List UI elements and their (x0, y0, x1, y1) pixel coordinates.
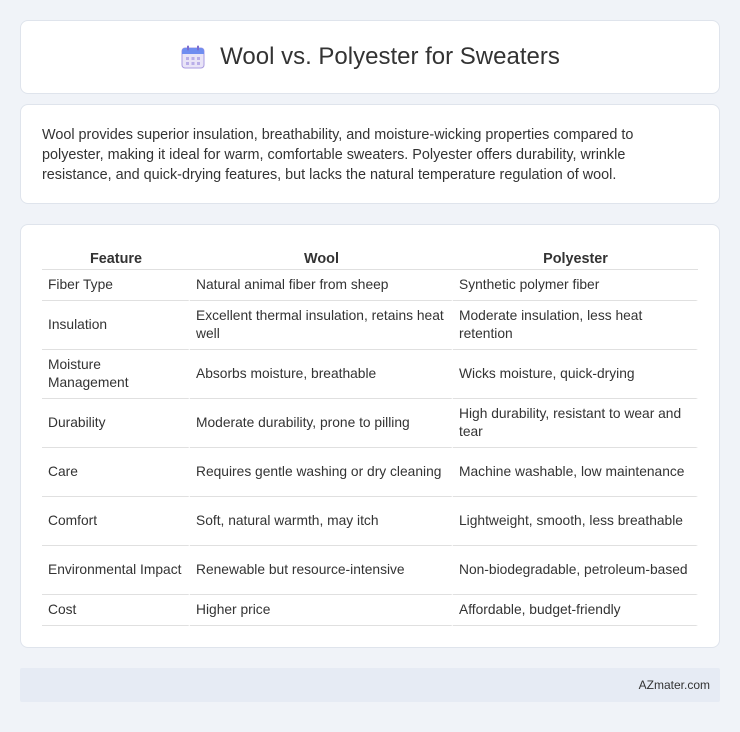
polyester-cell: Moderate insulation, less heat retention (453, 301, 698, 350)
feature-cell: Cost (42, 595, 190, 626)
wool-cell: Requires gentle washing or dry cleaning (190, 448, 453, 497)
wool-cell: Renewable but resource-intensive (190, 546, 453, 595)
feature-cell: Environmental Impact (42, 546, 190, 595)
polyester-cell: Synthetic polymer fiber (453, 270, 698, 301)
polyester-cell: Wicks moisture, quick-drying (453, 350, 698, 399)
footer-brand[interactable]: AZmater.com (638, 678, 710, 692)
table-row (42, 399, 698, 448)
wool-cell: Soft, natural warmth, may itch (190, 497, 453, 546)
wool-cell: Moderate durability, prone to pilling (190, 399, 453, 448)
wool-cell: Higher price (190, 595, 453, 626)
polyester-cell: Machine washable, low maintenance (453, 448, 698, 497)
feature-cell: Durability (42, 399, 190, 448)
polyester-cell: Non-biodegradable, petroleum-based (453, 546, 698, 595)
comparison-table (42, 245, 698, 626)
intro-text: Wool provides superior insulation, breathability, and moisture-wicking properties compared to polyester, making it ideal for warm, comfortable sweaters. Polyester offers durability, wrinkle resistance, and quick-drying features, but lacks the natural temperature regulation of wool. (42, 127, 634, 183)
polyester-cell: High durability, resistant to wear and tear (453, 399, 698, 448)
calendar-icon (180, 44, 206, 70)
header-feature: Feature (42, 245, 190, 270)
table-header-row (42, 245, 698, 270)
feature-cell: Comfort (42, 497, 190, 546)
feature-cell: Care (42, 448, 190, 497)
feature-cell: Fiber Type (42, 270, 190, 301)
table-row (42, 448, 698, 497)
table-row (42, 270, 698, 301)
table-row (42, 350, 698, 399)
table-row (42, 546, 698, 595)
table-row (42, 497, 698, 546)
intro-card (20, 104, 720, 204)
table-row (42, 301, 698, 350)
polyester-cell: Affordable, budget-friendly (453, 595, 698, 626)
page-title: Wool vs. Polyester for Sweaters (220, 43, 560, 70)
wool-cell: Absorbs moisture, breathable (190, 350, 453, 399)
polyester-cell: Lightweight, smooth, less breathable (453, 497, 698, 546)
title-card (20, 20, 720, 94)
table-row (42, 595, 698, 626)
feature-cell: Insulation (42, 301, 190, 350)
comparison-card (20, 224, 720, 648)
wool-cell: Natural animal fiber from sheep (190, 270, 453, 301)
header-polyester: Polyester (453, 245, 698, 270)
header-wool: Wool (190, 245, 453, 270)
wool-cell: Excellent thermal insulation, retains heat well (190, 301, 453, 350)
feature-cell: Moisture Management (42, 350, 190, 399)
footer (20, 668, 720, 702)
